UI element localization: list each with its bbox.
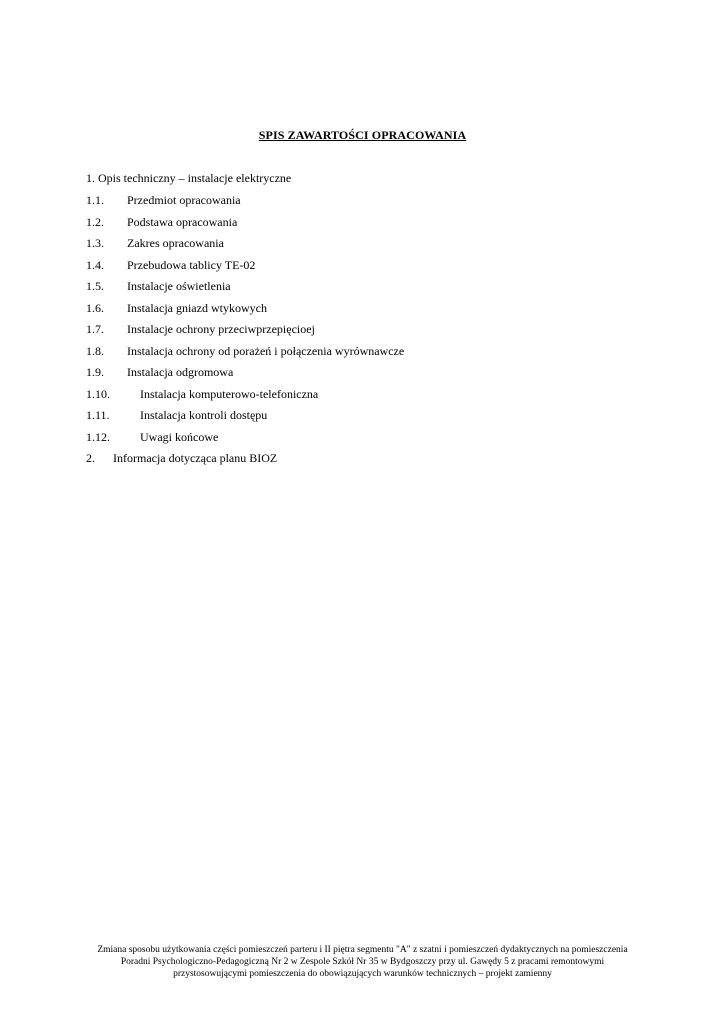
toc-item-text: Podstawa opracowania <box>127 214 238 229</box>
toc-item-text: Przebudowa tablicy TE-02 <box>127 257 256 272</box>
footer-line: Zmiana sposobu użytkowania części pomieszczeń parteru i II piętra segmentu "A" z szatni i pomieszczeń dydaktycznych na pomieszczenia <box>97 945 628 955</box>
toc-item-text: Informacja dotycząca planu BIOZ <box>113 451 278 465</box>
toc-item-number: 1.8. <box>86 343 104 358</box>
toc-item-text: Przedmiot opracowania <box>127 193 241 207</box>
toc-item-text: Instalacja odgromowa <box>127 365 234 379</box>
toc-item-number: 1.4. <box>86 257 104 272</box>
toc-item-number: 1.6. <box>86 300 104 315</box>
page-title: SPIS ZAWARTOŚCI OPRACOWANIA <box>258 128 467 142</box>
toc-item-text: Instalacja komputerowo-telefoniczna <box>140 386 319 401</box>
toc-section-heading: 1. Opis techniczny – instalacje elektryczne <box>86 171 292 185</box>
toc-item-number: 1.5. <box>86 279 104 293</box>
toc-item-text: Instalacje ochrony przeciwprzepięcioej <box>127 322 315 336</box>
page-footer <box>60 944 665 980</box>
toc-item-text: Instalacja ochrony od porażeń i połączenia wyrównawcze <box>127 343 405 358</box>
footer-line: Poradni Psychologiczno-Pedagogiczną Nr 2 w Zespole Szkół Nr 35 w Bydgoszczy przy ul. Gawędy 5 z pracami remontowymi <box>120 957 605 967</box>
toc-item-number: 2. <box>86 451 95 465</box>
toc-item-number: 1.2. <box>86 214 104 229</box>
toc-item-number: 1.10. <box>86 386 110 401</box>
toc-item-number: 1.12. <box>86 429 110 444</box>
toc-item-text: Zakres opracowania <box>127 236 224 250</box>
toc-item-text: Instalacja kontroli dostępu <box>140 408 268 422</box>
toc-item-number: 1.9. <box>86 365 104 379</box>
toc-item-number: 1.7. <box>86 322 104 336</box>
toc-item-number: 1.11. <box>86 408 110 422</box>
toc-item-text: Instalacje oświetlenia <box>127 279 231 293</box>
toc-item-number: 1.1. <box>86 193 104 207</box>
toc-item-text: Uwagi końcowe <box>140 429 219 444</box>
toc-item-number: 1.3. <box>86 236 104 250</box>
toc-item-text: Instalacja gniazd wtykowych <box>127 300 267 315</box>
footer-line: przystosowującymi pomieszczenia do obowiązujących warunków technicznych – projekt zamienny <box>173 969 552 979</box>
